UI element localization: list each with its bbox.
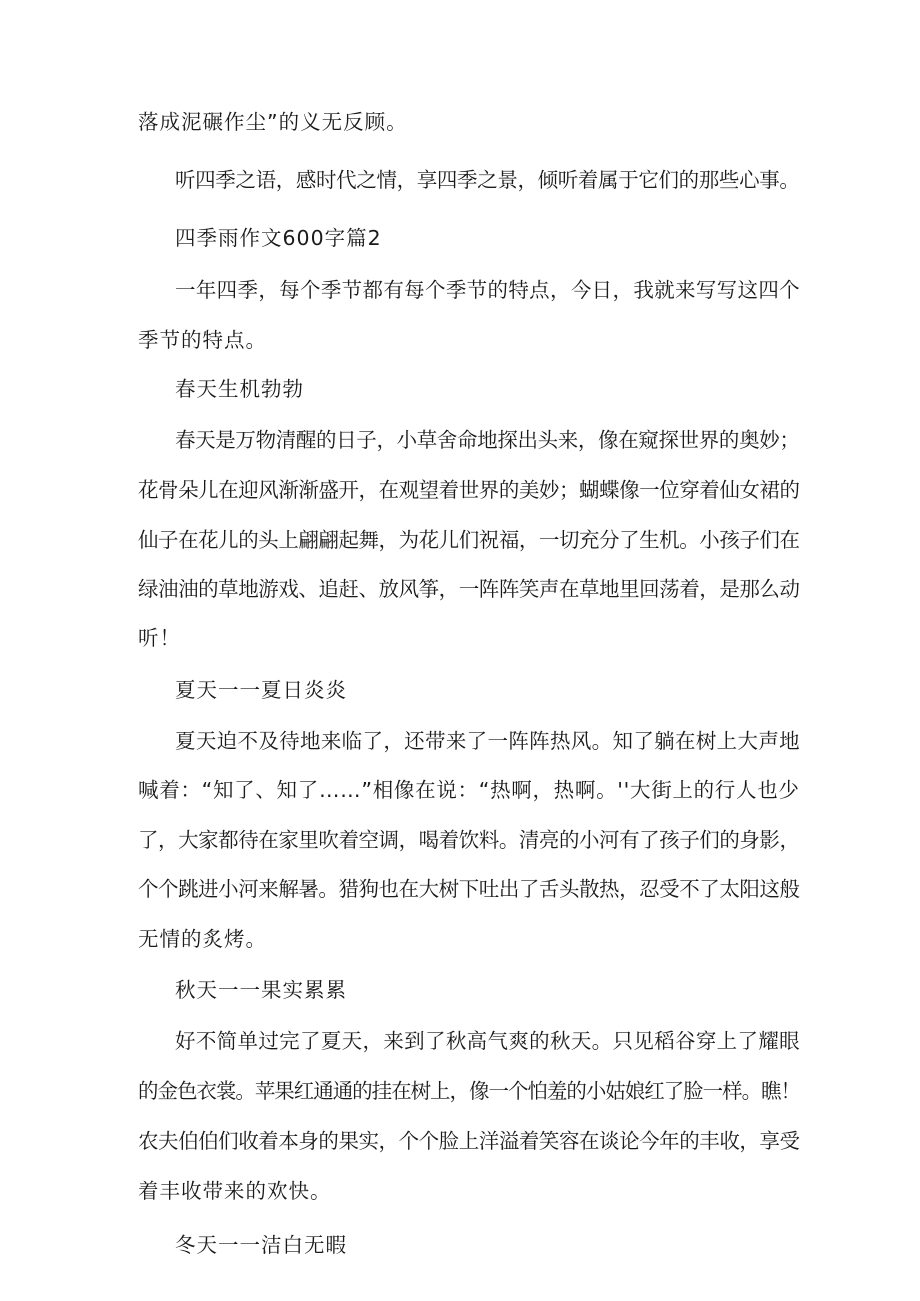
text-line: 个个跳进小河来解暑。猎狗也在大树下吐出了舌头散热，忍受不了太阳这般 [138, 877, 800, 901]
text-line: 的金色衣裳。苹果红通通的挂在树上，像一个怕羞的小姑娘红了脸一样。瞧！ [138, 1079, 800, 1103]
text-line: 花骨朵儿在迎风渐渐盛开，在观望着世界的美妙；蝴蝶像一位穿着仙女裙的 [138, 478, 800, 502]
text-line: 听四季之语，感时代之情，享四季之景，倾听着属于它们的那些心事。 [175, 168, 800, 192]
text-line: 农夫伯伯们收着本身的果实，个个脸上洋溢着笑容在谈论今年的丰收，享受 [138, 1129, 800, 1153]
text-line: 好不简单过完了夏天，来到了秋高气爽的秋天。只见稻谷穿上了耀眼 [175, 1029, 800, 1053]
text-line: 绿油油的草地游戏、追赶、放风筝，一阵阵笑声在草地里回荡着，是那么动 [138, 577, 800, 601]
text-line: 听！ [138, 626, 181, 650]
text-line: 仙子在花儿的头上翩翩起舞，为花儿们祝福，一切充分了生机。小孩子们在 [138, 528, 800, 552]
text-line: 了，大家都待在家里吹着空调，喝着饮料。清亮的小河有了孩子们的身影， [138, 828, 800, 852]
text-line: 落成泥碾作尘”的义无反顾。 [138, 110, 408, 134]
text-line: 一年四季，每个季节都有每个季节的特点，今日，我就来写写这四个 [175, 278, 800, 302]
text-line: 春天是万物清醒的日子，小草舍命地探出头来，像在窥探世界的奥妙； [175, 428, 800, 452]
text-line: 无情的炙烤。 [138, 927, 267, 951]
text-line: 四季雨作文600字篇2 [175, 226, 382, 250]
text-line: 季节的特点。 [138, 328, 267, 352]
text-line: 春天生机勃勃 [175, 377, 304, 401]
text-line: 冬天一一洁白无暇 [175, 1233, 347, 1257]
text-line: 喊着：“知了、知了……”相像在说：“热啊，热啊。''大街上的行人也少 [138, 778, 800, 802]
text-line: 夏天一一夏日炎炎 [175, 678, 347, 702]
text-line: 秋天一一果实累累 [175, 978, 347, 1002]
text-line: 着丰收带来的欢快。 [138, 1179, 332, 1203]
text-line: 夏天迫不及待地来临了，还带来了一阵阵热风。知了躺在树上大声地 [175, 729, 800, 753]
